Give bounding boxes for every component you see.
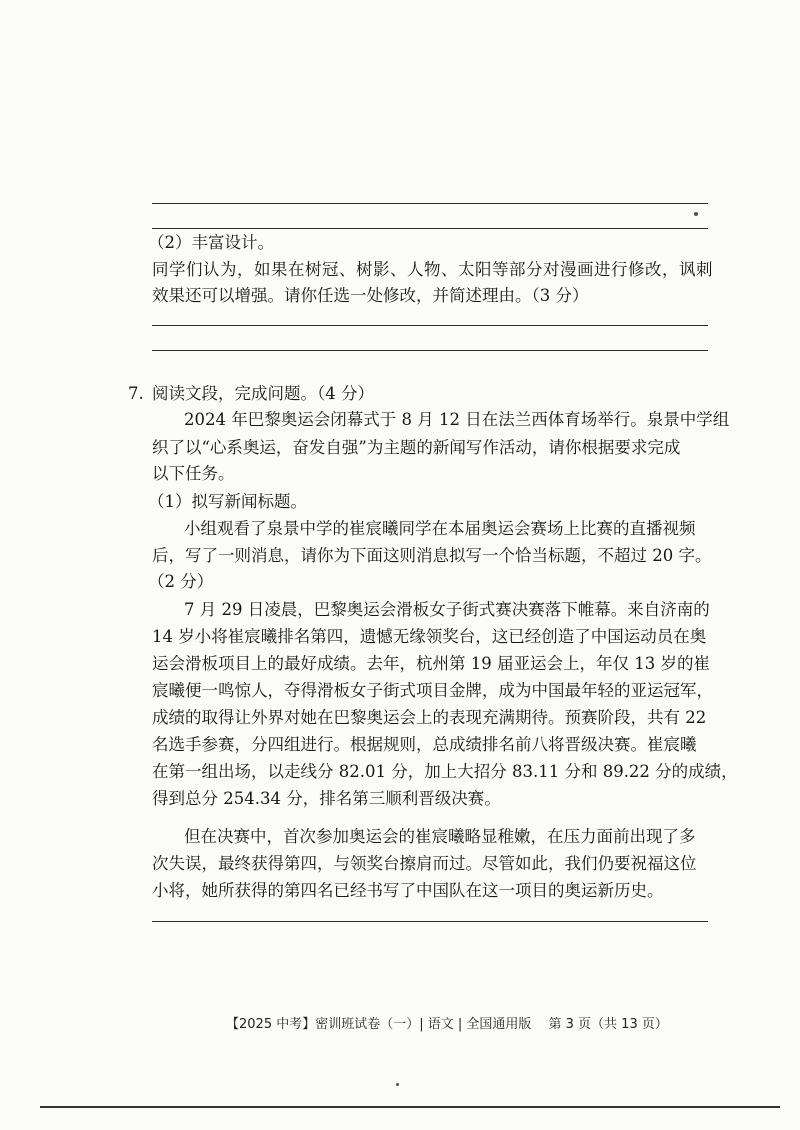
answer-line (152, 203, 708, 204)
news-line: 宸曦便一鸣惊人，夺得滑板女子街式项目金牌，成为中国最年轻的亚运冠军， (152, 681, 713, 700)
intro-line: 以下任务。 (152, 464, 235, 483)
question-prompt: 同学们认为，如果在树冠、树影、人物、太阳等部分对漫画进行修改，讽刺 (152, 260, 713, 279)
scan-speck (396, 1083, 399, 1086)
task-line: （2 分） (148, 572, 214, 591)
question-heading: 阅读文段，完成问题。（4 分） (152, 384, 374, 403)
answer-line (152, 325, 708, 326)
news-line: 得到总分 254.34 分，排名第三顺利晋级决赛。 (152, 789, 501, 808)
news-line: 次失误，最终获得第四，与领奖台擦肩而过。尽管如此，我们仍要祝福这位 (152, 854, 697, 873)
intro-line: 2024 年巴黎奥运会闭幕式于 8 月 12 日在法兰西体育场举行。泉景中学组 (184, 410, 730, 429)
news-line: 运会滑板项目上的最好成绩。去年，杭州第 19 届亚运会上，年仅 13 岁的崔 (152, 654, 710, 673)
answer-line (152, 921, 708, 922)
news-line: 14 岁小将崔宸曦排名第四，遗憾无缘领奖台，这已经创造了中国运动员在奥 (152, 627, 707, 646)
answer-line (152, 350, 708, 351)
news-line: 在第一组出场，以走线分 82.01 分，加上大招分 83.11 分和 89.22 分的成绩， (152, 762, 738, 781)
news-line: 7 月 29 日凌晨，巴黎奥运会滑板女子街式赛决赛落下帷幕。来自济南的 (184, 600, 710, 619)
news-line: 但在决赛中，首次参加奥运会的崔宸曦略显稚嫩，在压力面前出现了多 (184, 827, 696, 846)
scan-speck (694, 212, 698, 216)
question-prompt: 效果还可以增强。请你任选一处修改，并简述理由。（3 分） (152, 286, 589, 305)
task-line: 小组观看了泉景中学的崔宸曦同学在本届奥运会赛场上比赛的直播视频 (184, 519, 696, 538)
task-line: 后，写了一则消息，请你为下面这则消息拟写一个恰当标题，不超过 20 字。 (152, 546, 712, 565)
news-line: 名选手参赛，分四组进行。根据规则，总成绩排名前八将晋级决赛。崔宸曦 (152, 735, 697, 754)
question-number: 7. (128, 384, 144, 403)
part2-heading: （2）丰富设计。 (148, 233, 274, 252)
news-line: 成绩的取得让外界对她在巴黎奥运会上的表现充满期待。预赛阶段，共有 22 (152, 708, 707, 727)
part1-heading: （1）拟写新闻标题。 (148, 492, 307, 511)
page-footer: 【2025 中考】密训班试卷（一）| 语文 | 全国通用版 第 3 页（共 13 页） (226, 1017, 668, 1032)
scan-bottom-edge (40, 1106, 780, 1108)
answer-line (152, 228, 708, 229)
news-line: 小将，她所获得的第四名已经书写了中国队在这一项目的奥运新历史。 (152, 881, 664, 900)
intro-line: 织了以“心系奥运，奋发自强”为主题的新闻写作活动，请你根据要求完成 (152, 438, 681, 457)
